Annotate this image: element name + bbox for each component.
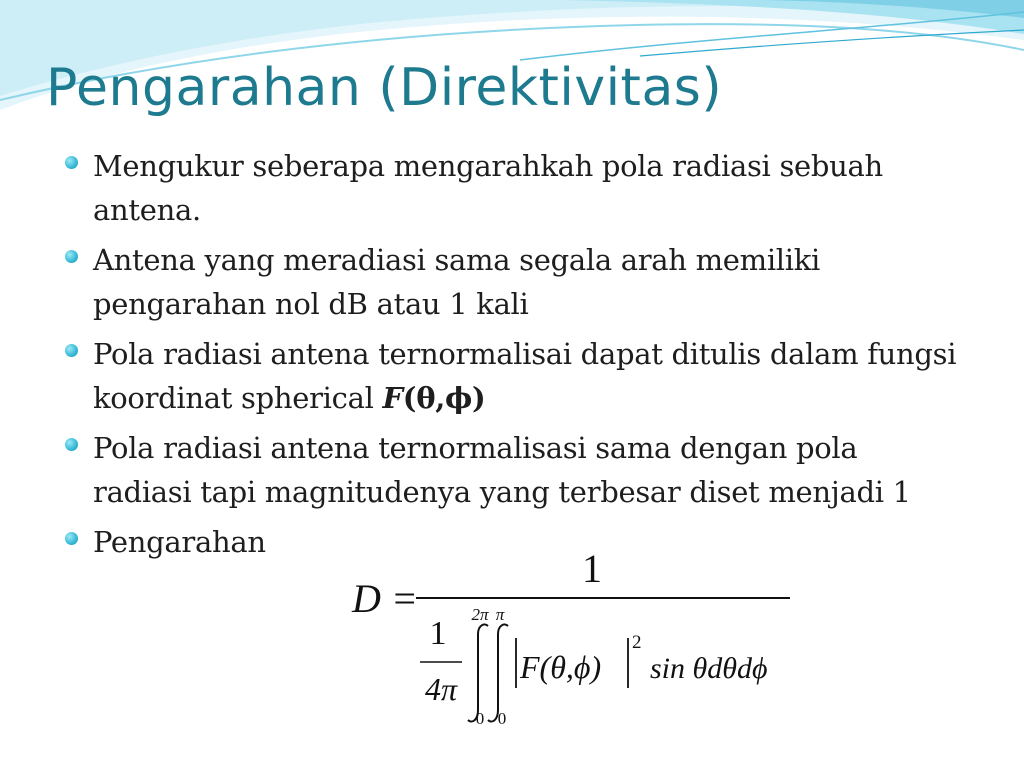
bullet-dot-icon	[65, 438, 78, 451]
outer-integral-upper-limit: 2π	[471, 605, 489, 624]
slide-title: Pengarahan (Direktivitas)	[46, 58, 723, 118]
function-arguments: (θ,ϕ)	[402, 381, 486, 415]
inner-integral-icon	[488, 624, 508, 721]
magnitude-body: F(θ,ϕ)	[520, 649, 602, 685]
bullet-dot-icon	[65, 532, 78, 545]
bullet-list	[60, 144, 960, 570]
bullet-item	[60, 332, 960, 420]
bullet-text: Pola radiasi antena ternormalisasi sama dengan pola radiasi tapi magnitudenya yang terbesar diset menjadi 1	[93, 431, 911, 509]
bullet-item	[60, 238, 960, 326]
bullet-text: Pola radiasi antena ternormalisai dapat ditulis dalam fungsi koordinat spherical	[93, 337, 957, 415]
bullet-text: Antena yang meradiasi sama segala arah memiliki pengarahan nol dB atau 1 kali	[93, 243, 821, 321]
bullet-dot-icon	[65, 344, 78, 357]
formula-lhs: D =	[352, 576, 418, 621]
formula-numerator: 1	[582, 546, 602, 591]
outer-integral-lower-limit: 0	[475, 709, 485, 728]
function-notation	[382, 381, 485, 415]
bullet-dot-icon	[65, 156, 78, 169]
function-symbol: F	[382, 381, 403, 415]
inner-integral-upper-limit: π	[495, 605, 505, 624]
bullet-item	[60, 426, 960, 514]
bullet-item	[60, 144, 960, 232]
bullet-text: Pengarahan	[93, 525, 266, 559]
bullet-dot-icon	[65, 250, 78, 263]
coefficient-denominator: 4π	[424, 671, 458, 707]
bullet-text: Mengukur seberapa mengarahkah pola radiasi sebuah antena.	[93, 149, 883, 227]
integrand-tail: sin θdθdϕ	[650, 652, 768, 685]
directivity-formula	[348, 540, 794, 746]
coefficient-numerator: 1	[429, 615, 447, 652]
magnitude-exponent: 2	[632, 632, 642, 653]
inner-integral-lower-limit: 0	[497, 709, 507, 728]
outer-integral-icon	[468, 624, 488, 721]
